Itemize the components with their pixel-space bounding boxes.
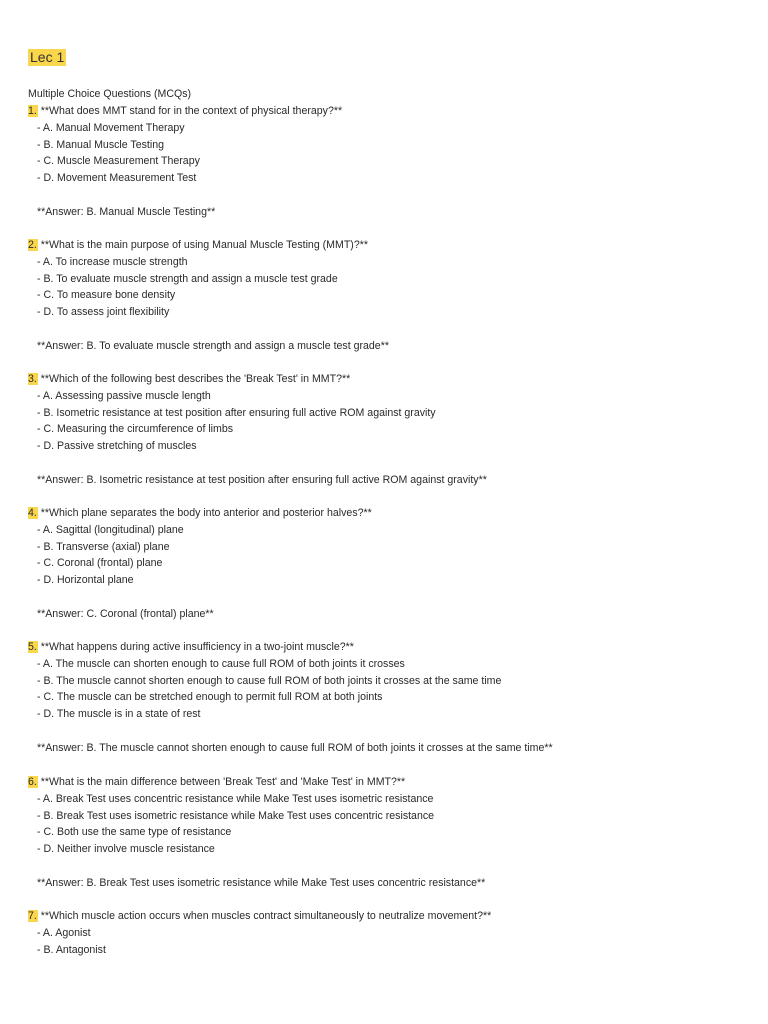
question-number: 6. (28, 776, 37, 788)
option-d: - D. Horizontal plane (37, 574, 134, 587)
option-b: - B. Break Test uses isometric resistance while Make Test uses concentric resistance (37, 809, 435, 822)
option-a: - A. To increase muscle strength (37, 255, 188, 268)
option-a: - A. Assessing passive muscle length (37, 389, 211, 402)
question-number: 2. (28, 239, 37, 251)
question-block-7 (28, 908, 748, 958)
question-line (28, 103, 748, 120)
option-c: - C. To measure bone density (37, 289, 176, 302)
option-b: - B. Antagonist (37, 943, 106, 956)
question-number: 3. (28, 373, 37, 385)
question-block-3 (28, 371, 748, 489)
question-text: **What is the main difference between 'Break Test' and 'Make Test' in MMT?** (37, 776, 406, 788)
question-line (28, 639, 748, 656)
question-block-2 (28, 237, 748, 355)
question-line (28, 505, 748, 522)
option-d: - D. Passive stretching of muscles (37, 440, 197, 453)
option-d: - D. Neither involve muscle resistance (37, 843, 215, 856)
question-line (28, 908, 748, 925)
question-number: 7. (28, 910, 37, 922)
option-b: - B. Isometric resistance at test position after ensuring full active ROM against gravity (37, 406, 436, 419)
answer-line: **Answer: B. The muscle cannot shorten enough to cause full ROM of both joints it crosses at the same time** (37, 741, 553, 754)
question-line (28, 237, 748, 254)
option-a: - A. Break Test uses concentric resistance while Make Test uses isometric resistance (37, 792, 434, 805)
question-text: **What is the main purpose of using Manual Muscle Testing (MMT)?** (37, 239, 368, 251)
answer-line: **Answer: B. Isometric resistance at test position after ensuring full active ROM against gravity** (37, 473, 487, 486)
question-text: **Which plane separates the body into anterior and posterior halves?** (37, 507, 372, 519)
question-block-6 (28, 774, 748, 892)
question-line (28, 371, 748, 388)
question-number: 1. (28, 105, 37, 117)
question-text: **What happens during active insufficiency in a two-joint muscle?** (37, 641, 354, 653)
option-d: - D. Movement Measurement Test (37, 172, 197, 185)
option-b: - B. To evaluate muscle strength and assign a muscle test grade (37, 272, 338, 285)
option-a: - A. Manual Movement Therapy (37, 121, 185, 134)
option-c: - C. Muscle Measurement Therapy (37, 155, 200, 168)
answer-line: **Answer: B. To evaluate muscle strength and assign a muscle test grade** (37, 339, 389, 352)
question-number: 5. (28, 641, 37, 653)
option-a: - A. Sagittal (longitudinal) plane (37, 523, 184, 536)
option-c: - C. Coronal (frontal) plane (37, 557, 163, 570)
answer-line: **Answer: C. Coronal (frontal) plane** (37, 607, 214, 620)
question-text: **Which muscle action occurs when muscles contract simultaneously to neutralize movement?** (37, 910, 492, 922)
question-number: 4. (28, 507, 37, 519)
option-d: - D. The muscle is in a state of rest (37, 708, 201, 721)
section-subtitle: Multiple Choice Questions (MCQs) (28, 88, 192, 100)
question-block-4 (28, 505, 748, 623)
answer-line: **Answer: B. Manual Muscle Testing** (37, 205, 216, 218)
answer-line: **Answer: B. Break Test uses isometric resistance while Make Test uses concentric resistance** (37, 876, 486, 889)
question-text: **Which of the following best describes the 'Break Test' in MMT?** (37, 373, 351, 385)
option-d: - D. To assess joint flexibility (37, 306, 170, 319)
option-a: - A. The muscle can shorten enough to cause full ROM of both joints it crosses (37, 657, 405, 670)
option-c: - C. Both use the same type of resistance (37, 826, 232, 839)
option-b: - B. Transverse (axial) plane (37, 540, 170, 553)
option-b: - B. Manual Muscle Testing (37, 138, 164, 151)
option-b: - B. The muscle cannot shorten enough to cause full ROM of both joints it crosses at the same time (37, 674, 502, 687)
option-c: - C. Measuring the circumference of limbs (37, 423, 234, 436)
question-block-5 (28, 639, 748, 757)
question-text: **What does MMT stand for in the context of physical therapy?** (37, 105, 343, 117)
option-a: - A. Agonist (37, 926, 91, 939)
question-block-1 (28, 103, 748, 221)
question-line (28, 774, 748, 791)
page-title: Lec 1 (30, 49, 65, 65)
option-c: - C. The muscle can be stretched enough to permit full ROM at both joints (37, 691, 383, 704)
